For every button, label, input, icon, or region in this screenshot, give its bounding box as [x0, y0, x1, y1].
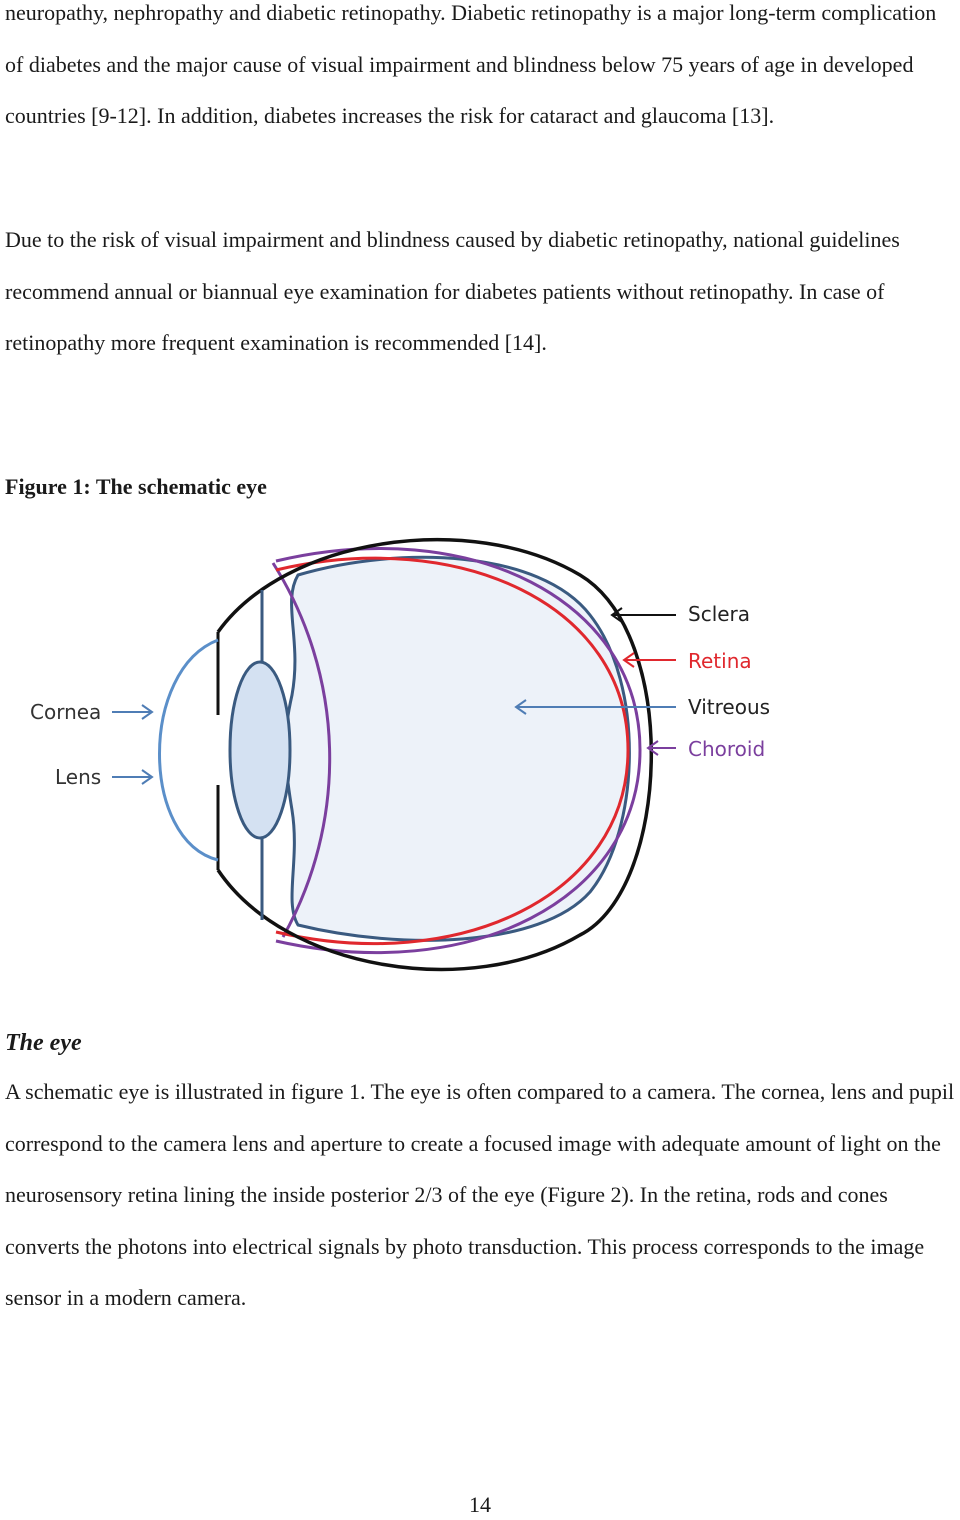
page-number: 14	[469, 1492, 491, 1517]
paragraph-eye-examination: Due to the risk of visual impairment and blindness caused by diabetic retinopathy, national guidelines recommend annual or biannual eye examination for diabetes patients without retinopathy. In case of retinopathy more frequent examination is recommended [14].	[5, 227, 900, 355]
sclera-label: Sclera	[688, 602, 751, 626]
section-heading: The eye	[5, 1030, 82, 1056]
lens-label: Lens	[55, 765, 102, 789]
cornea	[160, 640, 219, 860]
cornea-label: Cornea	[30, 700, 102, 724]
vitreous-label: Vitreous	[688, 695, 771, 719]
schematic-eye-figure	[0, 530, 960, 990]
paragraph-schematic-eye: A schematic eye is illustrated in figure 1. The eye is often compared to a camera. The cornea, lens and pupil correspond to the camera lens and aperture to create a focused image with adequate amount of light on the neurosensory retina lining the inside posterior 2/3 of the eye (Figure 2). In the retina, rods and cones converts the photons into electrical signals by photo transduction. This process corresponds to the image sensor in a modern camera.	[5, 1079, 955, 1310]
retina-label: Retina	[688, 649, 752, 673]
schematic-eye-diagram	[0, 530, 960, 990]
figure-caption: Figure 1: The schematic eye	[5, 474, 267, 499]
paragraph-diabetic-retinopathy: neuropathy, nephropathy and diabetic retinopathy. Diabetic retinopathy is a major long-term complication of diabetes and the major cause of visual impairment and blindness below 75 years of age in developed countries [9-12]. In addition, diabetes increases the risk for cataract and glaucoma [13].	[5, 0, 937, 128]
lens	[230, 662, 290, 838]
choroid-label: Choroid	[688, 737, 766, 761]
